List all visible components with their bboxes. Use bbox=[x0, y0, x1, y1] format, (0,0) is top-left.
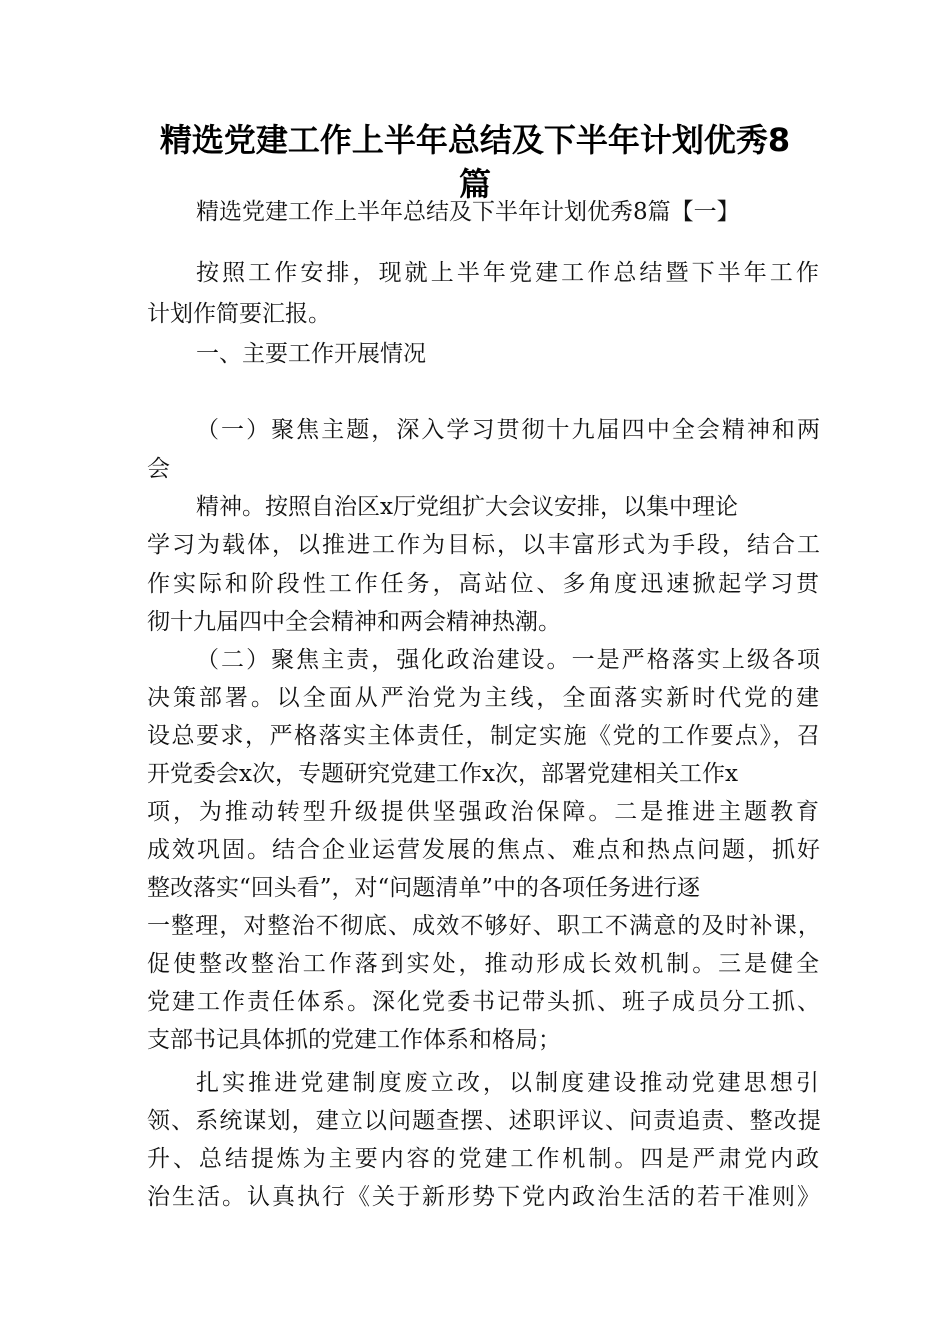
paragraph-line: 升、总结提炼为主要内容的党建工作机制。四是严肃党内政 bbox=[147, 1146, 822, 1172]
paragraph-line: 整改落实“回头看”，对“问题清单”中的各项任务进行逐 bbox=[147, 875, 701, 901]
paragraph-line: 支部书记具体抓的党建工作体系和格局； bbox=[147, 1027, 561, 1053]
paragraph-line: 党建工作责任体系。深化党委书记带头抓、班子成员分工抓、 bbox=[147, 989, 822, 1015]
paragraph-line: 设总要求，严格落实主体责任，制定实施《党的工作要点》，召 bbox=[147, 723, 822, 749]
paragraph-line: 促使整改整治工作落到实处，推动形成长效机制。三是健全 bbox=[147, 951, 822, 977]
paragraph-line: （一）聚焦主题，深入学习贯彻十九届四中全会精神和两 bbox=[196, 417, 822, 443]
paragraph-line: 开党委会x次，专题研究党建工作x次，部署党建相关工作x bbox=[147, 761, 738, 787]
paragraph-line: 一整理，对整治不彻底、成效不够好、职工不满意的及时补课， bbox=[147, 913, 822, 939]
paragraph-line: （二）聚焦主责，强化政治建设。一是严格落实上级各项 bbox=[196, 647, 822, 673]
paragraph-line: 彻十九届四中全会精神和两会精神热潮。 bbox=[147, 609, 561, 635]
paragraph-line: 会 bbox=[147, 456, 170, 482]
paragraph-line: 精神。按照自治区x厅党组扩大会议安排，以集中理论 bbox=[196, 494, 738, 520]
paragraph-line: 计划作简要汇报。 bbox=[147, 301, 331, 327]
paragraph-line: 扎实推进党建制度废立改，以制度建设推动党建思想引 bbox=[196, 1070, 822, 1096]
paragraph-line: 决策部署。以全面从严治党为主线，全面落实新时代党的建 bbox=[147, 685, 822, 711]
paragraph-line: 治生活。认真执行《关于新形势下党内政治生活的若干准则》 bbox=[147, 1184, 822, 1210]
paragraph-line: 作实际和阶段性工作任务，高站位、多角度迅速掀起学习贯 bbox=[147, 571, 822, 597]
document-title-line-1: 精选党建工作上半年总结及下半年计划优秀8 bbox=[159, 121, 791, 159]
paragraph-line: 成效巩固。结合企业运营发展的焦点、难点和热点问题，抓好 bbox=[147, 837, 822, 863]
paragraph-line: 学习为载体，以推进工作为目标，以丰富形式为手段，结合工 bbox=[147, 532, 822, 558]
document-title-line-2: 篇 bbox=[458, 165, 491, 203]
section-heading-1: 精选党建工作上半年总结及下半年计划优秀8篇【一】 bbox=[196, 199, 740, 225]
paragraph-line: 领、系统谋划，建立以问题查摆、述职评议、问责追责、整改提 bbox=[147, 1108, 822, 1134]
paragraph-line: 按照工作安排，现就上半年党建工作总结暨下半年工作 bbox=[196, 260, 822, 286]
paragraph-line: 项，为推动转型升级提供坚强政治保障。二是推进主题教育 bbox=[147, 799, 822, 825]
section-heading-main-work: 一、主要工作开展情况 bbox=[196, 341, 426, 367]
